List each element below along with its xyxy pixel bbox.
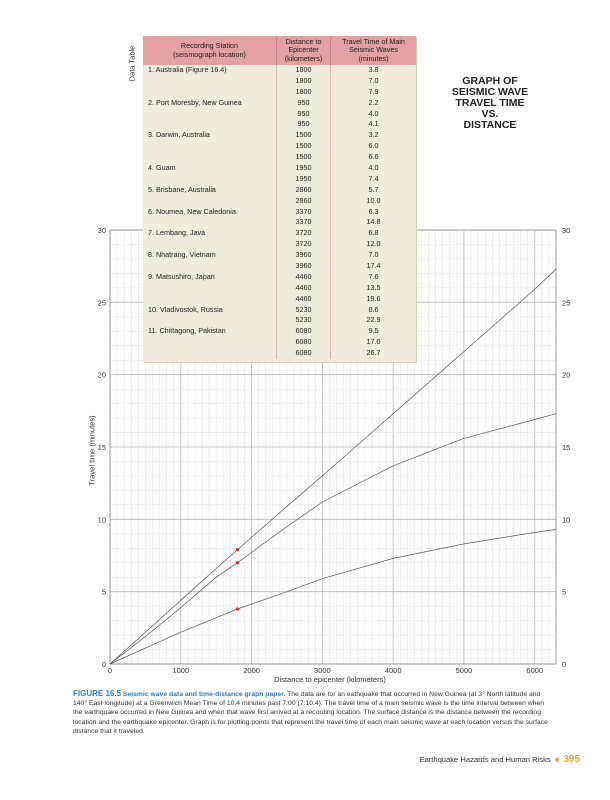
- station-cell: 8. Nhatrang, Vietnam: [148, 250, 216, 260]
- x-axis-label: Distance to epicenter (kilometers): [274, 675, 386, 684]
- table-row: [143, 348, 416, 359]
- table-row: [143, 250, 416, 261]
- x-tick-label: 1000: [172, 666, 190, 675]
- station-cell: [143, 141, 277, 152]
- page-number: 395: [563, 754, 580, 765]
- footer-section: Earthquake Hazards and Human Risks: [419, 755, 551, 764]
- x-tick-label: 5000: [455, 666, 473, 675]
- x-tick-label: 4000: [384, 666, 402, 675]
- y-tick-label-right: 25: [562, 298, 571, 308]
- time-cell: 17.0: [331, 337, 417, 348]
- distance-cell: 3370: [277, 217, 331, 228]
- distance-cell: 3960: [277, 261, 331, 272]
- distance-cell: 1950: [277, 163, 331, 174]
- table-row: [143, 261, 416, 272]
- distance-cell: 3960: [277, 250, 331, 261]
- page-footer: [400, 754, 580, 765]
- table-row: [143, 185, 416, 196]
- distance-cell: 1800: [277, 65, 331, 76]
- station-cell: [143, 337, 277, 348]
- time-cell: 14.8: [331, 217, 417, 228]
- table-row: [143, 65, 416, 76]
- station-cell: [143, 196, 277, 207]
- y-tick-label-left: 30: [97, 226, 106, 235]
- data-point: [236, 607, 239, 610]
- time-cell: 7.6: [331, 272, 417, 283]
- station-cell: [143, 261, 277, 272]
- y-tick-label-right: 20: [562, 370, 571, 380]
- table-row: [143, 305, 416, 316]
- station-cell: 7. Lembang, Java: [148, 228, 206, 238]
- time-cell: 7.9: [331, 87, 417, 98]
- station-cell: [143, 283, 277, 294]
- caption-label: FIGURE 16.5: [73, 689, 122, 698]
- data-point: [236, 548, 239, 551]
- station-cell: 3. Darwin, Australia: [148, 130, 210, 140]
- y-tick-label-left: 10: [97, 515, 106, 525]
- distance-cell: 3370: [277, 207, 331, 218]
- y-tick-label-right: 10: [562, 515, 571, 525]
- caption-title: Seismic wave data and time-distance graph paper.: [122, 691, 286, 698]
- distance-cell: 6080: [277, 348, 331, 359]
- station-cell: [143, 76, 277, 87]
- distance-cell: 5230: [277, 315, 331, 326]
- figure-caption: [73, 689, 551, 736]
- time-cell: 3.2: [331, 130, 417, 141]
- header-distance: Distance to Epicenter (kilometers): [277, 36, 331, 65]
- distance-cell: 2860: [277, 196, 331, 207]
- distance-cell: 6080: [277, 326, 331, 337]
- time-cell: 8.6: [331, 305, 417, 316]
- y-tick-label-right: 0: [562, 660, 567, 669]
- table-row: [143, 315, 416, 326]
- time-cell: 6.8: [331, 228, 417, 239]
- table-row: [143, 272, 416, 283]
- y-axis-label: Travel time (minutes): [87, 415, 97, 486]
- table-row: [143, 337, 416, 348]
- table-row: [143, 87, 416, 98]
- table-row: [143, 141, 416, 152]
- data-table: [143, 36, 416, 362]
- table-row: [143, 207, 416, 218]
- station-cell: [143, 152, 277, 163]
- distance-cell: 950: [277, 119, 331, 130]
- time-cell: 17.4: [331, 261, 417, 272]
- table-row: [143, 217, 416, 228]
- station-cell: 5. Brisbane, Australia: [148, 184, 216, 194]
- station-cell: 11. Chittagong, Pakistan: [148, 326, 226, 336]
- time-cell: 26.7: [331, 348, 417, 359]
- distance-cell: 950: [277, 109, 331, 120]
- y-tick-label-right: 5: [562, 587, 567, 597]
- distance-cell: 4460: [277, 283, 331, 294]
- table-row: [143, 228, 416, 239]
- distance-cell: 3720: [277, 228, 331, 239]
- table-row: [143, 239, 416, 250]
- table-row: [143, 130, 416, 141]
- x-tick-label: 6000: [526, 666, 544, 675]
- table-row: [143, 119, 416, 130]
- distance-cell: 5230: [277, 305, 331, 316]
- table-row: [143, 283, 416, 294]
- distance-cell: 6080: [277, 337, 331, 348]
- station-cell: 1. Australia (Figure 16.4): [148, 65, 227, 74]
- station-cell: [143, 239, 277, 250]
- station-cell: [143, 217, 277, 228]
- distance-cell: 1950: [277, 174, 331, 185]
- time-cell: 6.0: [331, 141, 417, 152]
- distance-cell: 1800: [277, 87, 331, 98]
- station-cell: 9. Matsushiro, Japan: [148, 271, 215, 281]
- y-tick-label-left: 0: [101, 660, 106, 669]
- x-tick-label: 0: [107, 666, 113, 675]
- x-tick-label: 3000: [314, 666, 331, 675]
- y-tick-label-left: 25: [97, 298, 106, 308]
- distance-cell: 3720: [277, 239, 331, 250]
- y-tick-label-right: 30: [562, 226, 571, 235]
- table-row: [143, 98, 416, 109]
- x-tick-label: 2000: [243, 666, 260, 675]
- time-cell: 4.0: [331, 163, 417, 174]
- distance-cell: 4460: [277, 294, 331, 305]
- station-cell: [143, 87, 277, 98]
- table-row: [143, 326, 416, 337]
- time-cell: 4.1: [331, 119, 417, 130]
- time-cell: 5.7: [331, 185, 417, 196]
- table-row: [143, 152, 416, 163]
- station-cell: 2. Port Moresby, New Guinea: [148, 97, 242, 107]
- time-cell: 13.5: [331, 283, 417, 294]
- distance-cell: 4460: [277, 272, 331, 283]
- distance-cell: 950: [277, 98, 331, 109]
- footer-separator: ■: [554, 755, 560, 764]
- station-cell: [143, 109, 277, 120]
- station-cell: [143, 315, 277, 326]
- station-cell: [143, 119, 277, 130]
- time-cell: 7.0: [331, 250, 417, 261]
- table-row: [143, 174, 416, 185]
- y-tick-label-left: 15: [97, 443, 106, 452]
- station-cell: [143, 348, 277, 359]
- data-point: [236, 561, 239, 564]
- time-cell: 6.6: [331, 152, 417, 163]
- station-cell: [143, 174, 277, 185]
- distance-cell: 1500: [277, 141, 331, 152]
- distance-cell: 1500: [277, 152, 331, 163]
- table-row: [143, 196, 416, 207]
- header-travel-time: Travel Time of Main Seismic Waves (minutes): [331, 36, 417, 65]
- station-cell: [143, 294, 277, 305]
- time-cell: 7.4: [331, 174, 417, 185]
- distance-cell: 1800: [277, 76, 331, 87]
- station-cell: 10. Vladivostok, Russia: [148, 304, 223, 314]
- distance-cell: 2860: [277, 185, 331, 196]
- time-cell: 6.3: [331, 207, 417, 218]
- y-tick-label-left: 20: [97, 370, 106, 380]
- time-cell: 2.2: [331, 98, 417, 109]
- distance-cell: 1500: [277, 130, 331, 141]
- caption-text: The data are for an eathquake that occurred in New Guinea (at 3° North latitude and 140° East longitude) at a Greenwich Mean Time of 10.4 minutes past 7:00 (7:10.4). The travel time of a main seismic wave is the time interval between when the earthquake occurred in New Guinea and when that wave first arrived at a recording location. The surface distance is the distance between the recording location and the earthquake epicenter. Graph is for plotting points that represent the travel time of each main seismic wave at each location versus the surface distance that it traveled.: [73, 691, 548, 735]
- table-row: [143, 76, 416, 87]
- header-station: Recording Station (seismograph location): [143, 36, 277, 65]
- time-cell: 12.0: [331, 239, 417, 250]
- time-cell: 19.6: [331, 294, 417, 305]
- data-table-side-label: Data Table: [127, 45, 137, 82]
- table-row: [143, 163, 416, 174]
- time-cell: 10.0: [331, 196, 417, 207]
- y-tick-label-left: 5: [101, 587, 106, 597]
- time-cell: 22.9: [331, 315, 417, 326]
- time-cell: 9.5: [331, 326, 417, 337]
- table-row: [143, 109, 416, 120]
- station-cell: 6. Noumea, New Caledonia: [148, 206, 236, 216]
- station-cell: 4. Guam: [148, 163, 176, 173]
- table-row: [143, 294, 416, 305]
- y-tick-label-right: 15: [562, 443, 571, 452]
- graph-title: GRAPH OF SEISMIC WAVE TRAVEL TIME VS. DISTANCE: [451, 75, 529, 131]
- time-cell: 4.0: [331, 109, 417, 120]
- time-cell: 7.0: [331, 76, 417, 87]
- time-cell: 3.8: [331, 65, 417, 76]
